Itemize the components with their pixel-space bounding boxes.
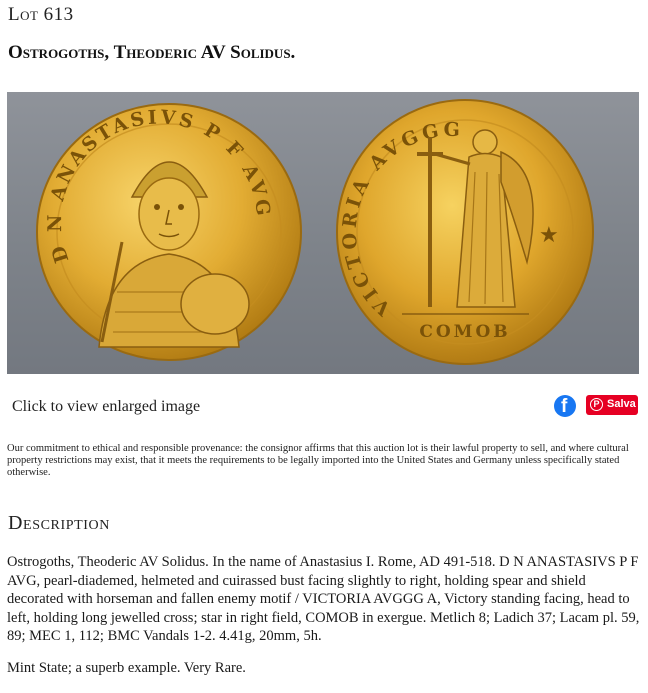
pinterest-save-button[interactable] [586,395,638,415]
description-heading: Description [8,512,110,534]
facebook-share-button[interactable] [554,395,576,417]
coin-illustration [7,92,639,374]
pinterest-icon: P [590,398,603,411]
description-text: Ostrogoths, Theoderic AV Solidus. In the name of Anastasius I. Rome, AD 491-518. D N ANASTASIVS P F AVG, pearl-diademed, helmeted and cuirassed bust facing slightly to right, holding spear and shield decorated with horseman and fallen enemy motif / VICTORIA AVGGG A, Victory standing facing, head to left, holding long jewelled cross; star in right field, COMOB in exergue. Metlich 8; Ladich 37; Lacam pl. 59, 89; MEC 1, 112; BMC Vandals 1-2. 4.41g, 20mm, 5h. [7,554,640,644]
obverse-legend: D N ANASTASIVS P F AVG [44,106,275,266]
grade-text: Mint State; a superb example. Very Rare. [7,660,246,676]
pinterest-save-label: Salva [607,398,636,410]
facebook-icon: f [561,396,568,417]
page-title: Ostrogoths, Theoderic AV Solidus. [8,42,296,63]
enlarge-image-link[interactable]: Click to view enlarged image [12,398,201,415]
provenance-notice: Our commitment to ethical and responsible provenance: the consignor affirms that this auction lot is their lawful property to sell, and where cultural property restrictions may exist, that it meets the requirements to be legally imported into the United States and Germany unless specifically stated otherwise. [7,443,629,478]
reverse-legend: VICTORIA AVGGG [338,118,465,320]
svg-text:★: ★ [539,223,559,248]
coin-image[interactable] [7,92,639,374]
lot-number: Lot 613 [8,4,74,25]
reverse-exergue: COMOB [419,322,511,342]
